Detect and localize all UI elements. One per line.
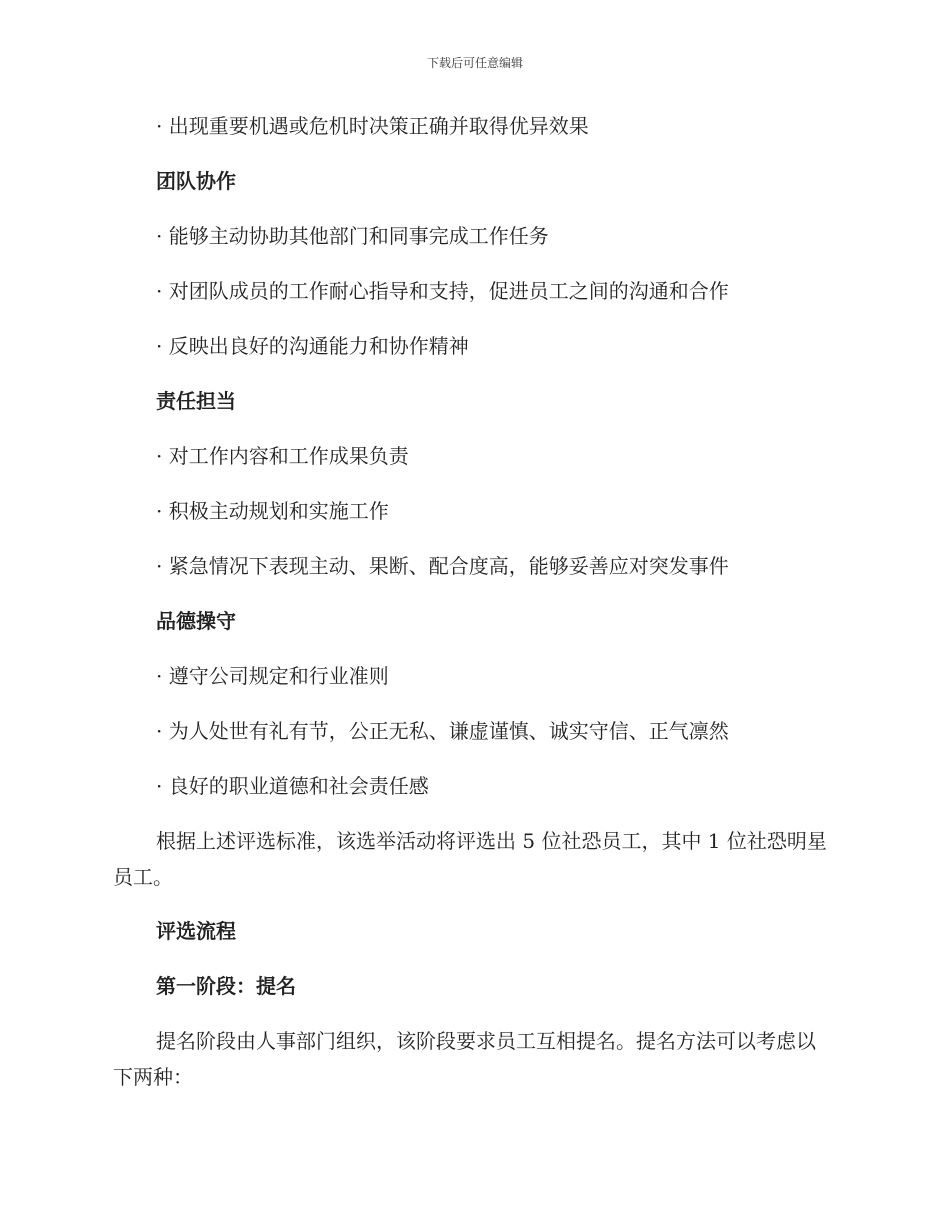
- document-body: [113, 108, 833, 1113]
- bullet-item: · 对团队成员的工作耐心指导和支持，促进员工之间的沟通和合作: [156, 279, 729, 303]
- body-paragraph: 提名阶段由人事部门组织，该阶段要求员工互相提名。提名方法可以考虑以下两种：: [113, 1029, 816, 1089]
- page-header: 下载后可任意编辑: [426, 56, 523, 70]
- section-heading: 第一阶段：提名: [156, 974, 296, 998]
- bullet-item: · 反映出良好的沟通能力和协作精神: [156, 334, 469, 358]
- bullet-item: · 积极主动规划和实施工作: [156, 499, 389, 523]
- bullet-item: · 出现重要机遇或危机时决策正确并取得优异效果: [156, 114, 589, 138]
- bullet-item: · 对工作内容和工作成果负责: [156, 444, 409, 468]
- section-heading: 责任担当: [156, 389, 236, 413]
- bullet-item: · 良好的职业道德和社会责任感: [156, 774, 429, 798]
- section-heading: 品德操守: [156, 609, 236, 633]
- bullet-item: · 能够主动协助其他部门和同事完成工作任务: [156, 224, 549, 248]
- bullet-item: · 为人处世有礼有节，公正无私、谦虚谨慎、诚实守信、正气凛然: [156, 719, 729, 743]
- body-paragraph: 根据上述评选标准，该选举活动将评选出 5 位社恐员工，其中 1 位社恐明星员工。: [113, 829, 827, 889]
- bullet-item: · 遵守公司规定和行业准则: [156, 664, 389, 688]
- bullet-item: · 紧急情况下表现主动、果断、配合度高，能够妥善应对突发事件: [156, 554, 729, 578]
- section-heading: 团队协作: [156, 169, 236, 193]
- section-heading: 评选流程: [156, 919, 236, 943]
